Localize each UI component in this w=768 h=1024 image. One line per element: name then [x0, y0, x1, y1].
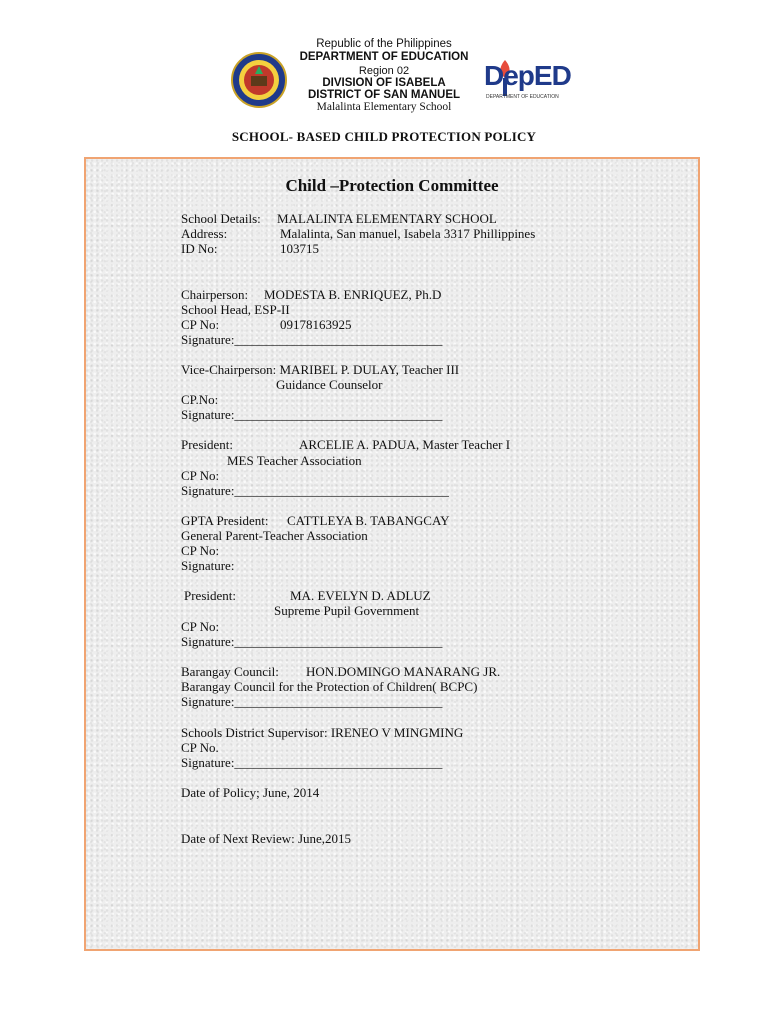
- barangay-org: Barangay Council for the Protection of Children( BCPC): [181, 679, 478, 694]
- gpta-signature: Signature:: [181, 558, 235, 573]
- committee-title: Child –Protection Committee: [285, 176, 499, 195]
- school-details-label: School Details:: [181, 211, 261, 226]
- deped-logo-text: DepED: [484, 60, 571, 91]
- gpta-org: General Parent-Teacher Association: [181, 528, 368, 543]
- gpta-cp: CP No:: [181, 543, 220, 558]
- supervisor-cp: CP No.: [181, 740, 219, 755]
- barangay-name: HON.DOMINGO MANARANG JR.: [306, 664, 501, 679]
- president-signature: Signature:_________________________________: [181, 483, 449, 498]
- chair-cp-value: 09178163925: [280, 317, 352, 332]
- id-label: ID No:: [181, 241, 218, 256]
- region-line: Region 02: [358, 65, 410, 77]
- chair-name: MODESTA B. ENRIQUEZ, Ph.D: [264, 287, 442, 302]
- president-org: MES Teacher Association: [227, 453, 362, 468]
- spg-label: President:: [184, 588, 236, 603]
- supervisor-line: Schools District Supervisor: IRENEO V MINGMING: [181, 725, 464, 740]
- date-of-policy: Date of Policy; June, 2014: [181, 785, 320, 800]
- chair-label: Chairperson:: [181, 287, 249, 302]
- deped-logo-subtext: DEPARTMENT OF EDUCATION: [486, 94, 559, 100]
- deped-logo: [482, 58, 582, 102]
- committee-box: [84, 157, 700, 951]
- barangay-signature: Signature:________________________________: [181, 694, 443, 709]
- president-name: ARCELIE A. PADUA, Master Teacher I: [299, 437, 511, 452]
- president-cp: CP No:: [181, 468, 220, 483]
- vice-chair-signature: Signature:________________________________: [181, 407, 443, 422]
- division-line: DIVISION OF ISABELA: [322, 77, 446, 89]
- gpta-label: GPTA President:: [181, 513, 269, 528]
- vice-chair-line: Vice-Chairperson: MARIBEL P. DULAY, Teacher III: [181, 362, 460, 377]
- supervisor-signature: Signature:________________________________: [181, 755, 443, 770]
- school-details-value: MALALINTA ELEMENTARY SCHOOL: [277, 211, 497, 226]
- chair-position: School Head, ESP-II: [181, 302, 290, 317]
- id-value: 103715: [280, 241, 319, 256]
- republic-line: Republic of the Philippines: [316, 38, 452, 50]
- district-line: DISTRICT OF SAN MANUEL: [307, 89, 461, 101]
- spg-name: MA. EVELYN D. ADLUZ: [290, 588, 431, 603]
- barangay-label: Barangay Council:: [181, 664, 279, 679]
- policy-title: SCHOOL- BASED CHILD PROTECTION POLICY: [231, 129, 537, 144]
- school-line: Malalinta Elementary School: [316, 101, 452, 113]
- spg-org: Supreme Pupil Government: [274, 603, 420, 618]
- address-label: Address:: [181, 226, 228, 241]
- chair-signature: Signature:________________________________: [181, 332, 443, 347]
- address-value: Malalinta, San manuel, Isabela 3317 Phillippines: [280, 226, 536, 241]
- spg-cp: CP No:: [181, 619, 220, 634]
- date-of-next-review: Date of Next Review: June,2015: [181, 831, 352, 846]
- vice-chair-position: Guidance Counselor: [276, 377, 383, 392]
- spg-signature: Signature:________________________________: [181, 634, 443, 649]
- department-line: DEPARTMENT OF EDUCATION: [299, 51, 469, 63]
- letterhead: [0, 0, 768, 120]
- vice-chair-cp: CP.No:: [181, 392, 219, 407]
- chair-cp-label: CP No:: [181, 317, 220, 332]
- president-label: President:: [181, 437, 233, 452]
- gpta-name: CATTLEYA B. TABANGCAY: [287, 513, 450, 528]
